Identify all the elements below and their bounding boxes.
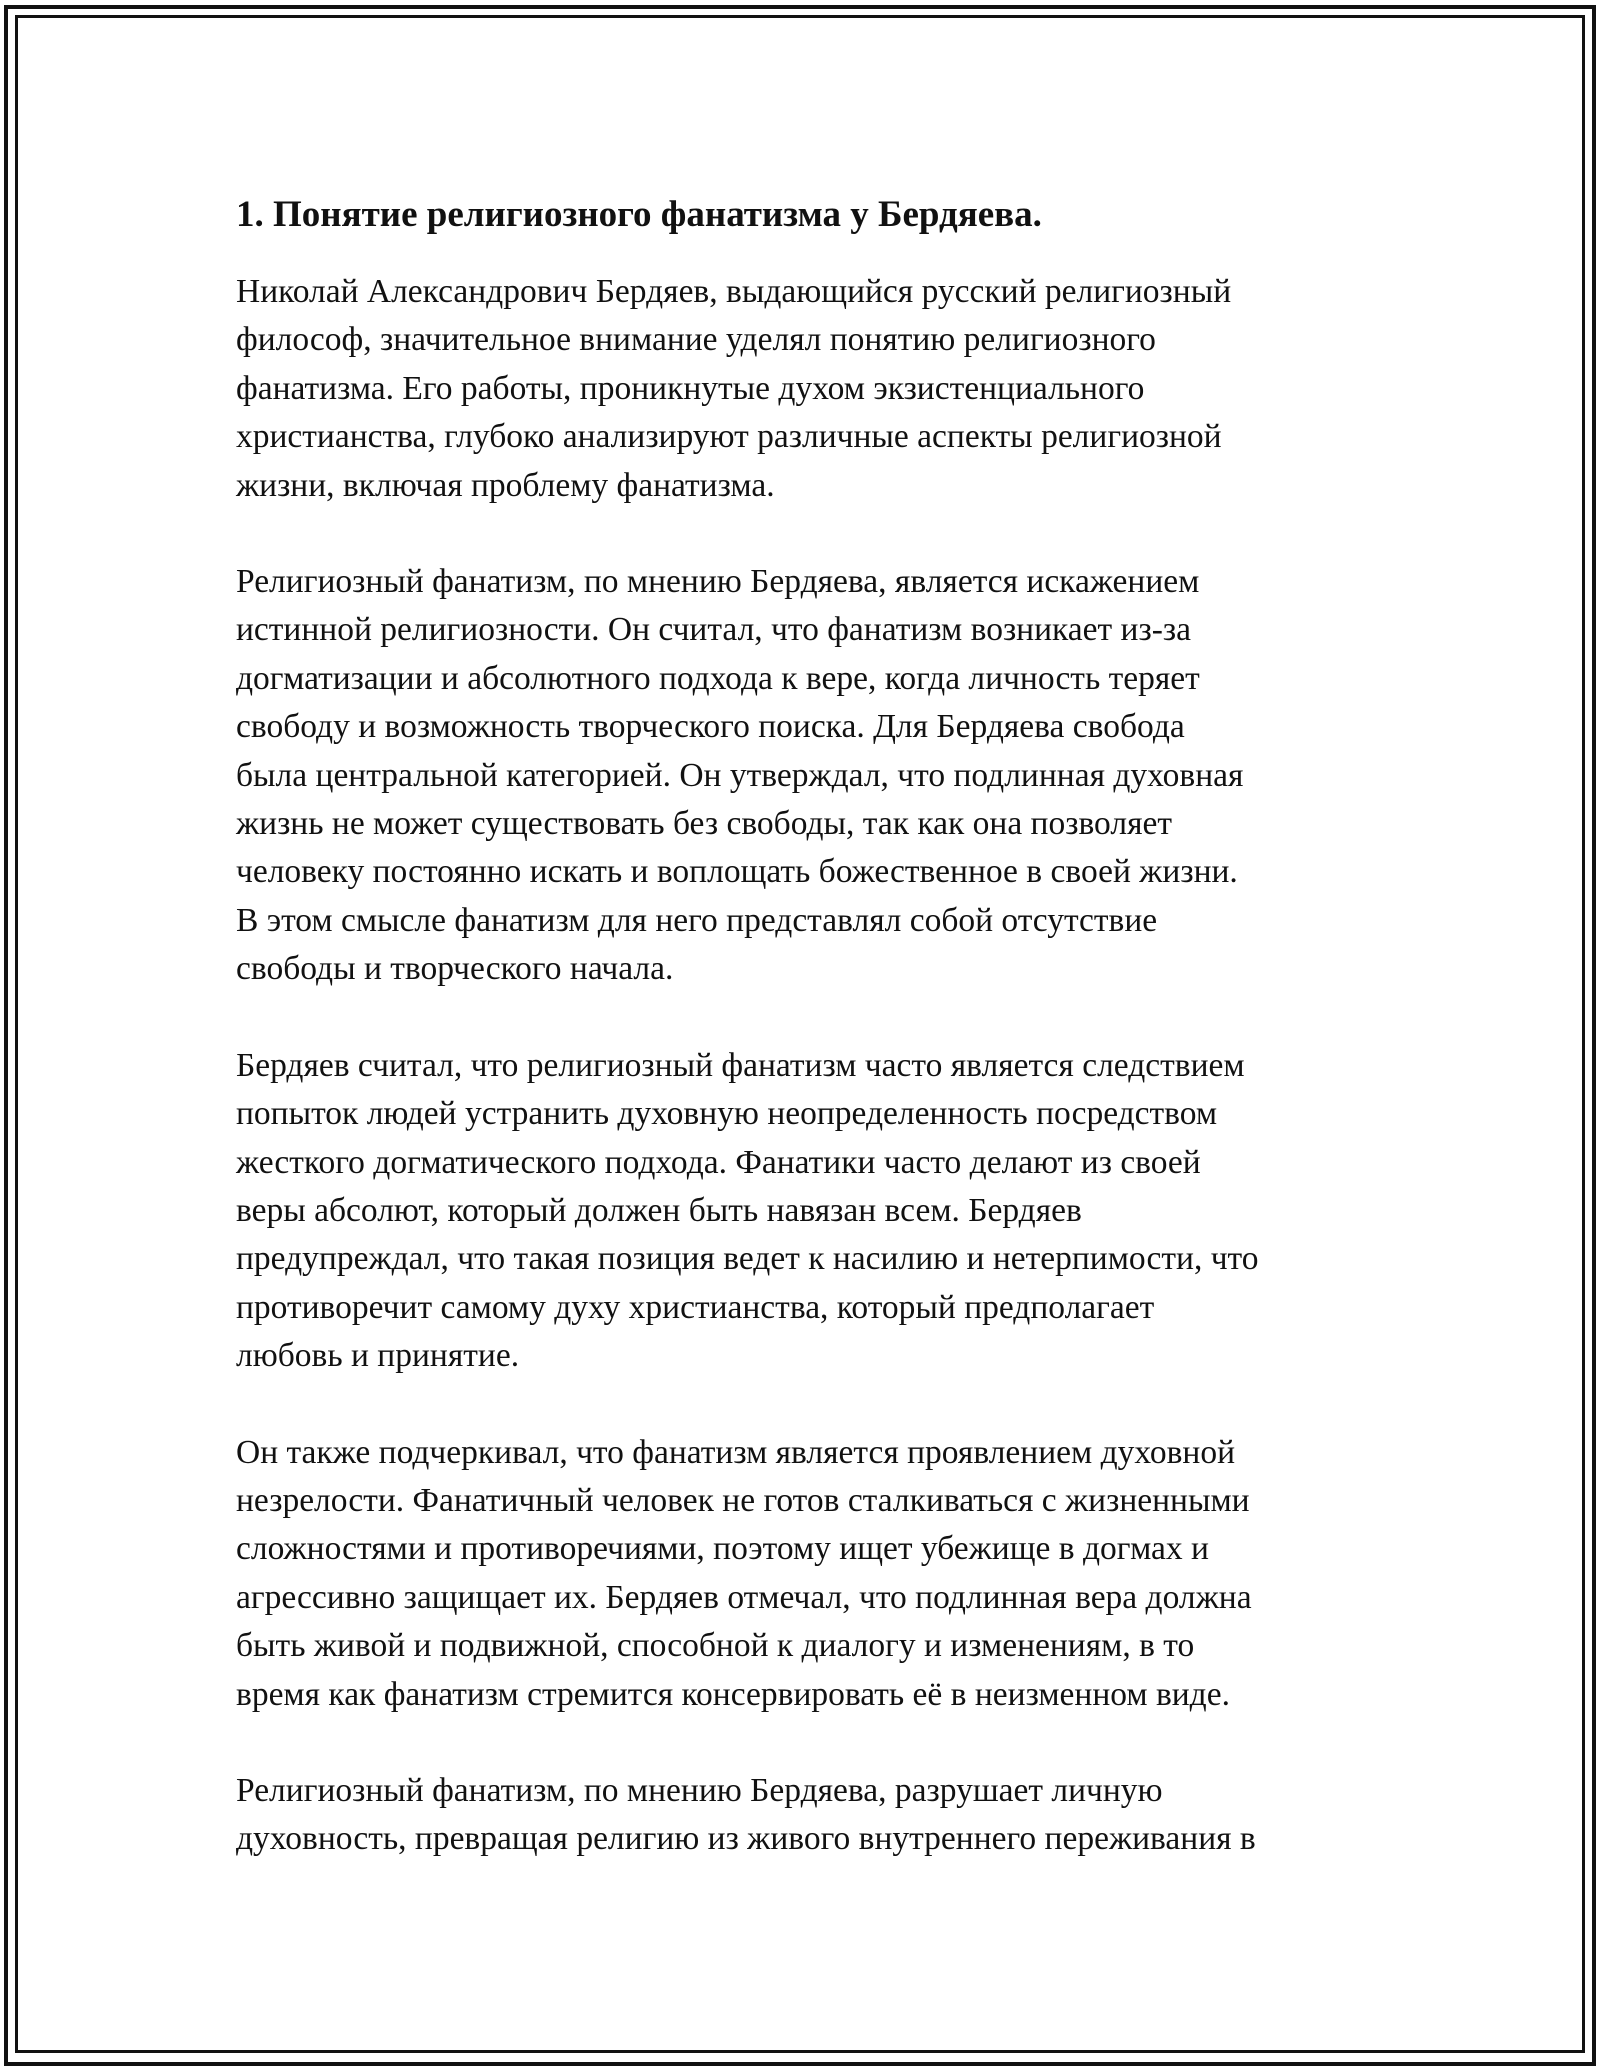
text-line: человеку постоянно искать и воплощать божественное в своей жизни. [236,853,1238,891]
paragraph-2 [236,558,1376,994]
text-line: жизни, включая проблему фанатизма. [236,466,775,504]
text-line: философ, значительное внимание уделял понятию религиозного [236,321,1156,359]
text-line: агрессивно защищает их. Бердяев отмечал, что подлинная вера должна [236,1578,1252,1616]
text-line: Религиозный фанатизм, по мнению Бердяева, разрушает личную [236,1771,1163,1809]
text-line: противоречит самому духу христианства, который предполагает [236,1288,1155,1326]
text-line: духовность, превращая религию из живого внутреннего переживания в [236,1820,1256,1858]
text-line: предупреждал, что такая позиция ведет к насилию и нетерпимости, что [236,1240,1259,1278]
text-line: догматизации и абсолютного подхода к вере, когда личность теряет [236,659,1200,697]
document-body [236,184,1376,1912]
paragraph-3 [236,1042,1376,1381]
paragraph-4 [236,1429,1376,1719]
paragraph-5 [236,1767,1376,1864]
text-line: время как фанатизм стремится консервировать её в неизменном виде. [236,1675,1230,1713]
text-line: Бердяев считал, что религиозный фанатизм часто является следствием [236,1046,1245,1084]
text-line: Религиозный фанатизм, по мнению Бердяева, является искажением [236,563,1200,601]
text-line: Он также подчеркивал, что фанатизм является проявлением духовной [236,1433,1236,1471]
text-line: жесткого догматического подхода. Фанатики часто делают из своей [236,1143,1201,1181]
text-line: жизнь не может существовать без свободы, так как она позволяет [236,805,1173,843]
section-heading: 1. Понятие религиозного фанатизма у Бердяева. [236,194,1042,235]
text-line: В этом смысле фанатизм для него представлял собой отсутствие [236,901,1158,939]
text-line: любовь и принятие. [236,1337,520,1375]
text-line: истинной религиозности. Он считал, что фанатизм возникает из-за [236,611,1191,649]
text-line: быть живой и подвижной, способной к диалогу и изменениям, в то [236,1627,1195,1665]
text-line: была центральной категорией. Он утверждал, что подлинная духовная [236,756,1244,794]
text-line: веры абсолют, который должен быть навязан всем. Бердяев [236,1191,1082,1229]
text-line: христианства, глубоко анализируют различные аспекты религиозной [236,418,1222,456]
paragraph-1 [236,268,1376,510]
text-line: свободы и творческого начала. [236,950,674,988]
text-line: попыток людей устранить духовную неопределенность посредством [236,1095,1218,1133]
text-line: свободу и возможность творческого поиска. Для Бердяева свобода [236,708,1185,746]
text-line: фанатизма. Его работы, проникнутые духом экзистенциального [236,369,1145,407]
text-line: Николай Александрович Бердяев, выдающийся русский религиозный [236,273,1232,310]
text-line: сложностями и противоречиями, поэтому ищет убежище в догмах и [236,1530,1209,1568]
text-line: незрелости. Фанатичный человек не готов сталкиваться с жизненными [236,1481,1250,1519]
